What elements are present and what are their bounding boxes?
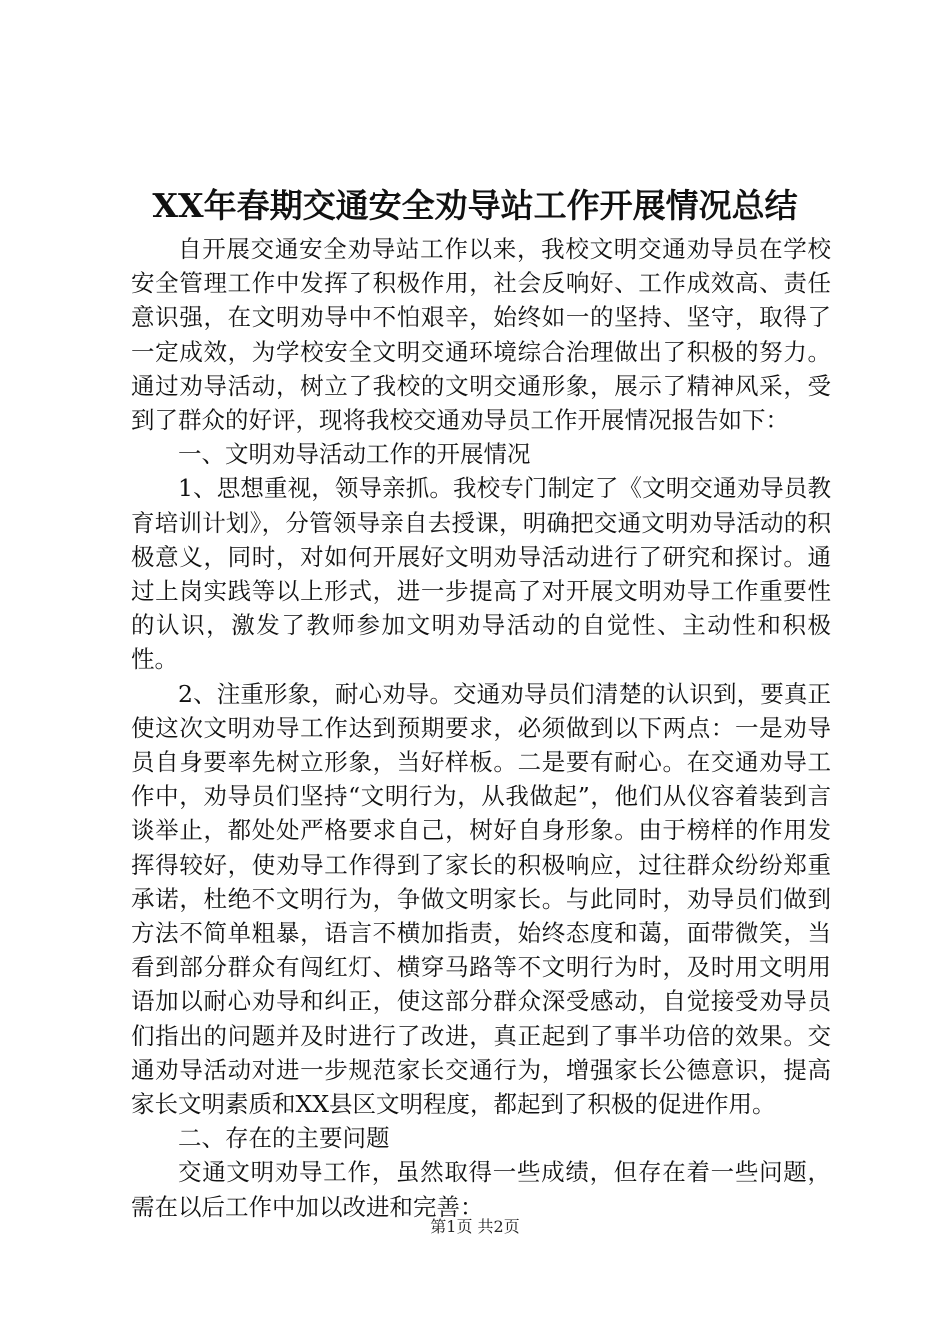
section1-heading: 一、文明劝导活动工作的开展情况 [178, 440, 531, 469]
section2-heading: 二、存在的主要问题 [178, 1124, 390, 1153]
intro-paragraph: 自开展交通安全劝导站工作以来，我校文明交通劝导员在学校安全管理工作中发挥了积极作用，社会反响好、工作成效高、责任意识强，在文明劝导中不怕艰辛，始终如一的坚持、坚守，取得了一定成效，为学校安全文明交通环境综合治理做出了积极的努力。通过劝导活动，树立了我校的文明交通形象，展示了精神风采，受到了群众的好评，现将我校交通劝导员工作开展情况报告如下： [131, 235, 831, 435]
section2-paragraph: 交通文明劝导工作，虽然取得一些成绩，但存在着一些问题，需在以后工作中加以改进和完善： [131, 1158, 831, 1221]
document-title: XX年春期交通安全劝导站工作开展情况总结 [152, 186, 798, 225]
document-body [131, 232, 831, 1224]
page-number-footer: 第1页 共2页 [430, 1217, 520, 1236]
item2-paragraph: 2、注重形象，耐心劝导。交通劝导员们清楚的认识到，要真正使这次文明劝导工作达到预期要求，必须做到以下两点：一是劝导员自身要率先树立形象，当好样板。二是要有耐心。在交通劝导工作中，劝导员们坚持“文明行为，从我做起”，他们从仪容着装到言谈举止，都处处严格要求自己，树好自身形象。由于榜样的作用发挥得较好，使劝导工作得到了家长的积极响应，过往群众纷纷郑重承诺，杜绝不文明行为，争做文明家长。与此同时，劝导员们做到方法不简单粗暴，语言不横加指责，始终态度和蔼，面带微笑，当看到部分群众有闯红灯、横穿马路等不文明行为时，及时用文明用语加以耐心劝导和纠正，使这部分群众深受感动，自觉接受劝导员们指出的问题并及时进行了改进，真正起到了事半功倍的效果。交通劝导活动对进一步规范家长交通行为，增强家长公德意识，提高家长文明素质和XX县区文明程度，都起到了积极的促进作用。 [131, 679, 831, 1119]
item1-paragraph: 1、思想重视，领导亲抓。我校专门制定了《文明交通劝导员教育培训计划》，分管领导亲自去授课，明确把交通文明劝导活动的积极意义，同时，对如何开展好文明劝导活动进行了研究和探讨。通过上岗实践等以上形式，进一步提高了对开展文明劝导工作重要性的认识，激发了教师参加文明劝导活动的自觉性、主动性和积极性。 [131, 474, 831, 674]
